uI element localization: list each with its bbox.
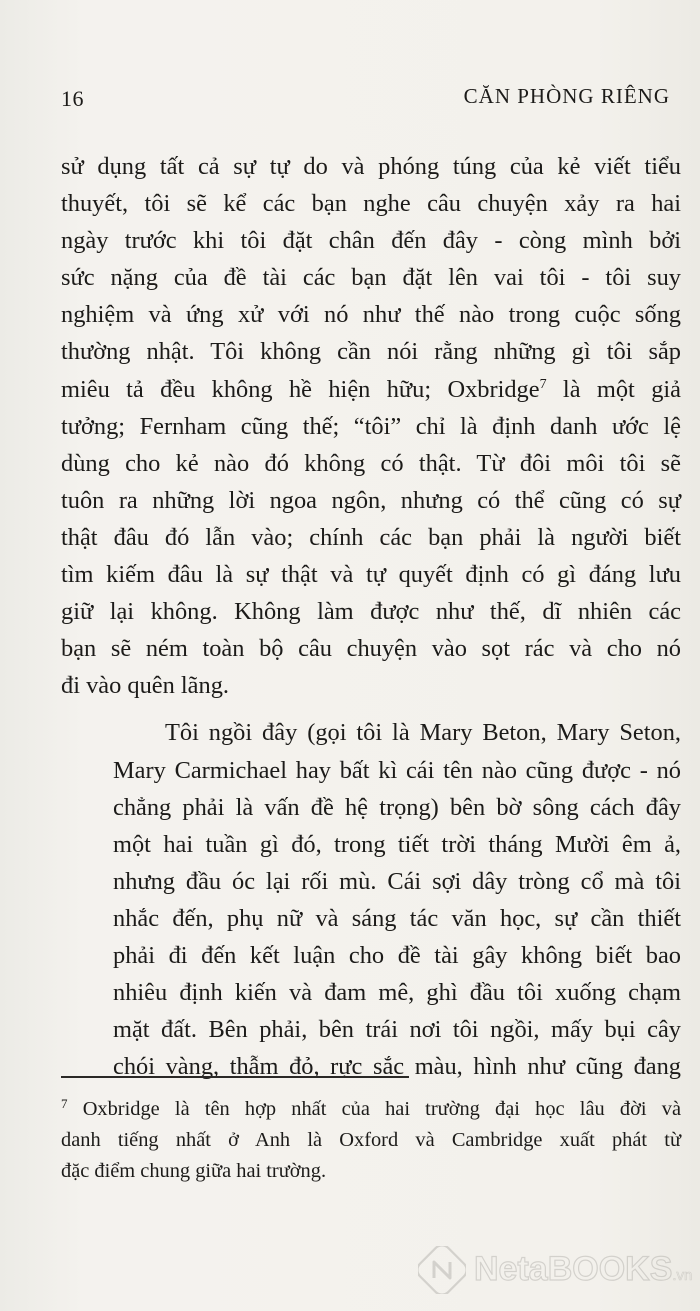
text-line: nghiệm và ứng xử với nó như thế nào trong cuộc sống (61, 301, 681, 329)
text-line: thuyết, tôi sẽ kể các bạn nghe câu chuyện xảy ra hai (61, 190, 681, 218)
text-line: sức nặng của đề tài các bạn đặt lên vai tôi - tôi suy (61, 264, 681, 292)
paragraph-2 (61, 714, 681, 1085)
text-line: đi vào quên lãng. (61, 672, 229, 700)
text-line: nhiêu định kiến và đam mê, ghì đầu tôi xuống chạm (113, 979, 681, 1007)
footnote-divider (61, 1076, 409, 1078)
running-title: CĂN PHÒNG RIÊNG (463, 84, 670, 108)
watermark-text (474, 1250, 692, 1289)
text-line-with-footnote (61, 371, 681, 408)
text-segment: miêu tả đều không hề hiện hữu; Oxbridge (61, 375, 540, 403)
text-line: thật đâu đó lẫn vào; chính các bạn phải là người biết (61, 523, 681, 551)
watermark-brand: NetaBOOKS (474, 1250, 673, 1288)
text-segment: là một giả (546, 375, 681, 403)
text-line: sử dụng tất cả sự tự do và phóng túng của kẻ viết tiểu (61, 153, 681, 180)
paragraph-1 (61, 148, 681, 704)
text-line: phải đi đến kết luận cho đề tài gây không biết bao (113, 941, 681, 969)
text-line: thường nhật. Tôi không cần nói rằng những gì tôi sắp (61, 338, 681, 366)
text-line: tuôn ra những lời ngoa ngôn, nhưng có thể cũng có sự (61, 486, 681, 514)
text-line: nhắc đến, phụ nữ và sáng tác văn học, sự cần thiết (113, 904, 681, 932)
footnote-marker: 7 (61, 1096, 68, 1111)
text-line: một hai tuần gì đó, trong tiết trời tháng Mười êm ả, (113, 830, 681, 858)
footnote-reference[interactable]: 7 (539, 376, 547, 392)
netabooks-logo-icon (418, 1246, 466, 1294)
text-line: ngày trước khi tôi đặt chân đến đây - còng mình bởi (61, 227, 681, 255)
text-line: giữ lại không. Không làm được như thế, dĩ nhiên các (61, 598, 681, 626)
netabooks-watermark (418, 1246, 693, 1300)
text-segment: Oxbridge là tên hợp nhất của hai trường đại học lâu đời và (67, 1098, 681, 1120)
text-line: Mary Carmichael hay bất kì cái tên nào cũng được - nó (113, 756, 681, 784)
footnote-line (61, 1094, 681, 1125)
text-line: tìm kiếm đâu là sự thật và tự quyết định có gì đáng lưu (61, 561, 681, 589)
text-line: nhưng đầu óc lại rối mù. Cái sợi dây tròng cổ mà tôi (113, 867, 681, 895)
text-line: tưởng; Fernham cũng thế; “tôi” chỉ là định danh ước lệ (61, 412, 681, 440)
body-text (61, 148, 681, 1085)
footnote (61, 1094, 681, 1187)
text-line: chói vàng, thẫm đỏ, rực sắc màu, hình như cũng đang (113, 1053, 681, 1081)
text-line: chẳng phải là vấn đề hệ trọng) bên bờ sông cách đây (113, 793, 681, 821)
page-number: 16 (61, 86, 84, 111)
text-line: dùng cho kẻ nào đó không có thật. Từ đôi môi tôi sẽ (61, 449, 681, 477)
footnote-line: đặc điểm chung giữa hai trường. (61, 1160, 327, 1182)
text-line: bạn sẽ ném toàn bộ câu chuyện vào sọt rác và cho nó (61, 635, 681, 663)
text-line: mặt đất. Bên phải, bên trái nơi tôi ngồi, mấy bụi cây (113, 1016, 681, 1044)
footnote-line: danh tiếng nhất ở Anh là Oxford và Cambridge xuất phát từ (61, 1129, 681, 1151)
text-line: Tôi ngồi đây (gọi tôi là Mary Beton, Mary Seton, (165, 719, 681, 747)
watermark-suffix: .vn (672, 1267, 693, 1284)
